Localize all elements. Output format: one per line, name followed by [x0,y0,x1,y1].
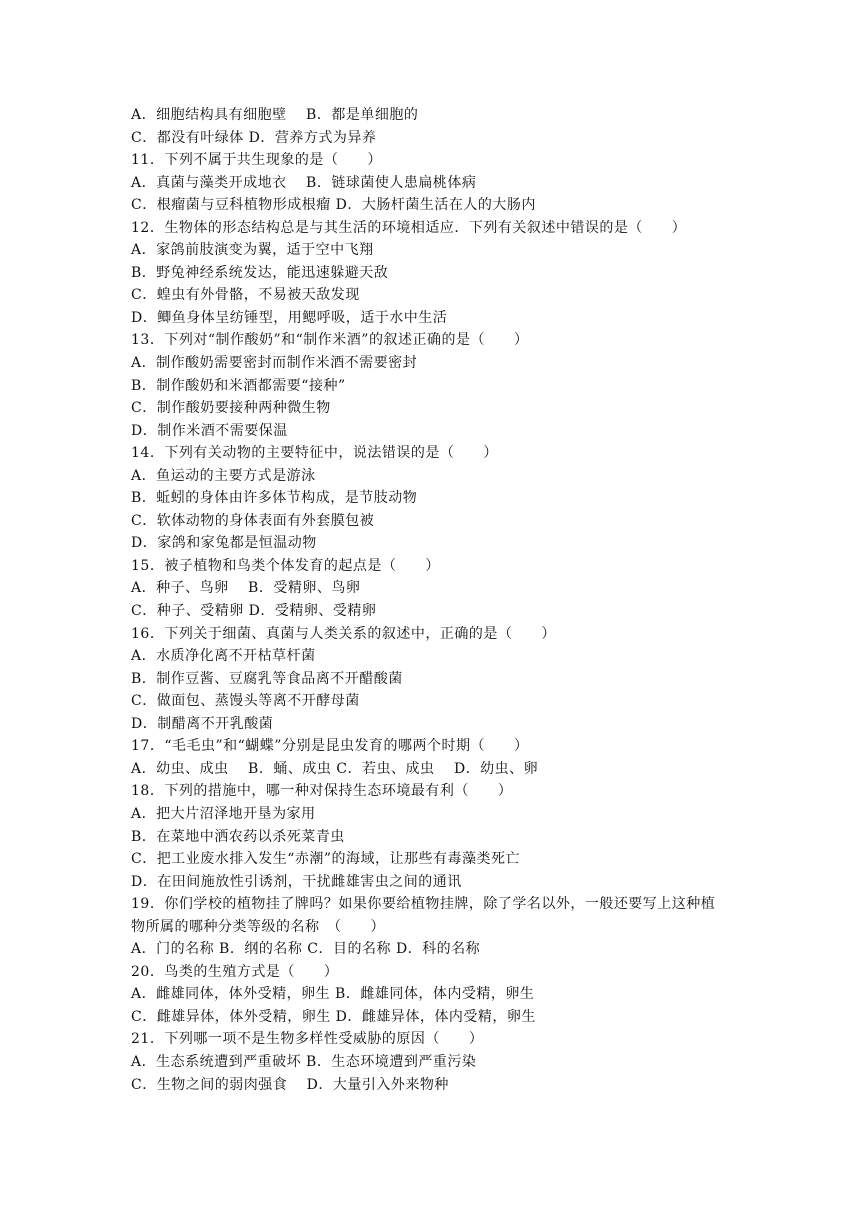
text-line: A．家鸽前肢演变为翼，适于空中飞翔 [131,242,374,259]
text-line: A．制作酸奶需要密封而制作米酒不需要密封 [131,355,418,372]
question-stem: 20．鸟类的生殖方式是（ ） [131,963,339,980]
text-line: C．做面包、蒸馒头等离不开酵母菌 [131,693,360,710]
text-line: C．种子、受精卵 D．受精卵、受精卵 [131,603,377,620]
text-line: D．家鸽和家兔都是恒温动物 [131,535,317,552]
text-line: B．野兔神经系统发达，能迅速躲避天敌 [131,264,389,281]
text-line: C．都没有叶绿体 D．营养方式为异养 [131,129,377,146]
text-line: A．幼虫、成虫 B．蛹、成虫 C．若虫、成虫 D．幼虫、卵 [131,760,539,777]
text-line: D．鲫鱼身体呈纺锤型，用鳃呼吸，适于水中生活 [131,309,448,326]
question-stem: 19．你们学校的植物挂了牌吗？如果你要给植物挂牌，除了学名以外，一般还要写上这种植 [131,896,716,913]
text-line: D．在田间施放性引诱剂，干扰雌雄害虫之间的通讯 [131,873,462,890]
text-line: A．雌雄同体，体外受精，卵生 B．雌雄同体，体内受精，卵生 [131,986,535,1003]
text-line: A．种子、鸟卵 B．受精卵、鸟卵 [131,580,361,597]
text-line: B．制作豆酱、豆腐乳等食品离不开醋酸菌 [131,670,403,687]
text-line: C．生物之间的弱肉强食 D．大量引入外来物种 [131,1076,449,1093]
text-line: C．把工业废水排入发生“赤潮”的海域，让那些有毒藻类死亡 [131,851,521,868]
text-line: C．雌雄异体，体外受精，卵生 D．雌雄异体，体内受精，卵生 [131,1008,536,1025]
text-line: B．在菜地中洒农药以杀死菜青虫 [131,828,345,845]
text-line: A．真菌与藻类开成地衣 B．链球菌使人患扁桃体病 [131,174,477,191]
text-line: A．细胞结构具有细胞壁 B．都是单细胞的 [131,107,419,123]
text-line: C．蝗虫有外骨骼，不易被天敌发现 [131,287,360,304]
question-stem: 21．下列哪一项不是生物多样性受威胁的原因（ ） [131,1031,484,1048]
question-stem: 16．下列关于细菌、真菌与人类关系的叙述中，正确的是（ ） [131,625,556,642]
text-line: A．门的名称 B．纲的名称 C．目的名称 D．科的名称 [131,941,481,958]
text-line: D．制醋离不开乳酸菌 [131,715,274,732]
text-line: B．蚯蚓的身体由许多体节构成，是节肢动物 [131,490,418,507]
text-line: C．根瘤菌与豆科植物形成根瘤 D．大肠杆菌生活在人的大肠内 [131,197,536,214]
text-line: B．制作酸奶和米酒都需要“接种” [131,377,346,394]
question-stem: 13．下列对“制作酸奶”和“制作米酒”的叙述正确的是（ ） [131,332,529,349]
question-stem: 18．下列的措施中，哪一种对保持生态环境最有利（ ） [131,783,513,800]
question-stem: 11．下列不属于共生现象的是（ ） [131,152,382,169]
text-line: D．制作米酒不需要保温 [131,422,288,439]
question-stem: 12．生物体的形态结构总是与其生活的环境相适应．下列有关叙述中错误的是（ ） [131,219,687,236]
text-line: A．水质净化离不开枯草杆菌 [131,648,316,665]
text-line: C．软体动物的身体表面有外套膜包被 [131,512,375,529]
question-text-block [131,104,771,1096]
text-line: A．鱼运动的主要方式是游泳 [131,467,316,484]
question-stem: 14．下列有关动物的主要特征中，说法错误的是（ ） [131,445,498,462]
text-line: 物所属的哪种分类等级的名称 （ ） [131,918,385,935]
text-line: A．把大片沼泽地开垦为家用 [131,805,316,822]
text-line: A．生态系统遭到严重破坏 B．生态环境遭到严重污染 [131,1053,477,1070]
text-line: C．制作酸奶要接种两种微生物 [131,400,331,417]
question-stem: 17．“毛毛虫”和“蝴蝶”分别是昆虫发育的哪两个时期（ ） [131,738,529,755]
question-stem: 15．被子植物和鸟类个体发育的起点是（ ） [131,557,440,574]
